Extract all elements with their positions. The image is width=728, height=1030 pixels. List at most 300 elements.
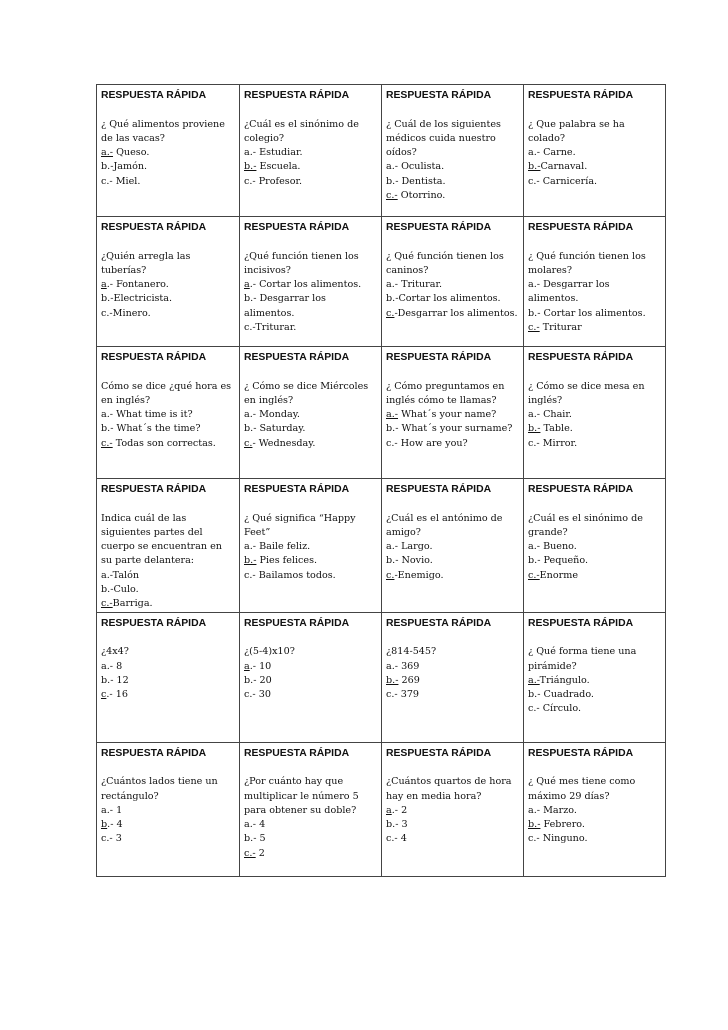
correct-answer-marker: b.- [528,819,541,831]
option-text: Triturar. [255,322,297,334]
option-text: Culo. [113,584,139,596]
quiz-card [382,85,524,217]
spacer [386,235,520,249]
answer-option [101,307,236,321]
option-letter: b.- [386,175,399,187]
option-letter: a.- [528,147,541,159]
option-text: Profesor. [255,175,303,187]
option-text: Ninguno. [539,833,588,845]
card-header: RESPUESTA RÁPIDA [244,352,350,363]
option-letter: b.- [244,833,257,845]
quiz-card [524,85,666,217]
option-letter: a.- [528,541,541,553]
option-text: 379 [397,689,420,701]
spacer [386,365,520,379]
quiz-card [97,612,240,742]
quiz-card [382,479,524,613]
spacer [528,103,662,117]
option-text: 4 [256,819,266,831]
spacer [101,235,236,249]
question-text: ¿ Qué función tienen los caninos? [386,250,504,276]
card-header: RESPUESTA RÁPIDA [528,352,634,363]
quiz-card [240,479,382,613]
option-text: .- 16 [106,689,128,701]
card-header: RESPUESTA RÁPIDA [386,484,492,495]
answer-option [101,278,236,292]
question-text: ¿ Cómo se dice mesa en inglés? [528,380,645,406]
option-letter: a.- [101,660,114,672]
option-text: Cortar los alimentos. [398,293,501,305]
quiz-card [382,612,524,742]
answer-option [386,688,520,702]
quiz-card [524,742,666,876]
spacer [386,631,520,645]
option-text: Saturday. [256,423,306,435]
answer-option [386,660,520,674]
question-text: ¿Cuál es el sinónimo de colegio? [244,118,359,144]
question-text: ¿ Qué mes tiene como máximo 29 días? [528,776,636,802]
option-letter: b.- [386,555,399,567]
quiz-card [240,85,382,217]
option-text: Triturar [539,322,582,334]
quiz-card [240,612,382,742]
correct-answer-marker: a [386,804,392,816]
quiz-card [382,347,524,479]
option-letter: a.- [244,409,257,421]
answer-option [386,540,520,554]
option-text: Círculo. [539,703,581,715]
spacer [244,103,378,117]
option-text: Oculista. [398,161,445,173]
quiz-card [97,85,240,217]
correct-answer-marker: c.- [244,847,256,859]
answer-option [244,292,378,321]
correct-answer-marker: b.- [244,555,257,567]
answer-option [528,554,662,568]
answer-option [528,702,662,716]
spacer [101,365,236,379]
spacer [528,365,662,379]
option-text: Bailamos todos. [255,569,336,581]
option-letter: c.- [244,569,256,581]
answer-option [244,160,378,174]
question-text: ¿Por cuánto hay que multiplicar le número 5 para obtener su doble? [244,776,359,816]
option-letter: b.- [244,293,257,305]
answer-option [101,832,236,846]
spacer [528,631,662,645]
correct-answer-marker: c. [386,569,395,581]
answer-option [386,804,520,818]
answer-option [101,408,236,422]
option-text: Febrero. [540,819,585,831]
card-header: RESPUESTA RÁPIDA [528,484,634,495]
question-text: ¿Quién arregla las tuberías? [101,250,191,276]
question-text: ¿ Qué alimentos proviene de las vacas? [101,118,225,144]
card-header: RESPUESTA RÁPIDA [528,617,634,629]
option-text: - Wednesday. [252,437,316,449]
quiz-card [524,612,666,742]
option-text: Novio. [398,555,433,567]
spacer [244,235,378,249]
quiz-card [240,347,382,479]
quiz-card [524,217,666,347]
answer-option [386,307,520,321]
option-text: Estudiar. [256,147,303,159]
option-letter: a.- [101,804,114,816]
quiz-table [96,84,666,877]
option-letter: c.- [386,833,398,845]
option-text: What´s your surname? [398,423,513,435]
answer-option [528,307,662,321]
option-letter: a.- [244,541,257,553]
spacer [101,631,236,645]
card-header: RESPUESTA RÁPIDA [386,617,492,629]
answer-option [528,146,662,160]
quiz-row [97,347,666,479]
option-text: Table. [540,423,573,435]
question-text: ¿ Qué significa “Happy Feet” [244,512,356,538]
option-text: Largo. [398,541,433,553]
option-letter: c.- [386,689,398,701]
answer-option [244,278,378,292]
answer-option [386,278,520,292]
option-letter: a.- [528,279,541,291]
option-letter: b.- [244,674,257,686]
option-letter: b.- [386,819,399,831]
spacer [244,631,378,645]
question-text: ¿(5-4)x10? [244,646,295,658]
option-letter: a.- [244,819,257,831]
answer-option [244,146,378,160]
quiz-card [240,217,382,347]
answer-option [528,832,662,846]
answer-option [386,569,520,583]
option-text: 4 [397,833,407,845]
quiz-card [97,742,240,876]
option-text: Pequeño. [540,555,589,567]
spacer [101,497,236,511]
correct-answer-marker: b.- [244,161,257,173]
question-text: ¿ Cuál de los siguientes médicos cuida nuestro oídos? [386,118,501,159]
answer-option [386,437,520,451]
quiz-row [97,217,666,347]
option-letter: a.- [386,279,399,291]
answer-option [244,437,378,451]
correct-answer-marker: c.- [528,322,540,334]
option-text: .- Fontanero. [106,279,169,291]
option-letter: b.- [101,293,114,305]
option-text: Todas son correctas. [112,437,216,449]
correct-answer-marker: c.- [386,190,398,202]
answer-option [101,569,236,583]
option-text: Talón [112,569,140,581]
card-header: RESPUESTA RÁPIDA [244,747,350,759]
answer-option [101,292,236,306]
answer-option [386,160,520,174]
correct-answer-marker: c. [244,437,253,449]
correct-answer-marker: a [244,279,250,291]
answer-option [528,422,662,436]
quiz-card [524,347,666,479]
answer-option [101,175,236,189]
option-letter: c.- [101,175,113,187]
quiz-row [97,85,666,217]
correct-answer-marker: c.- [101,598,113,610]
correct-answer-marker: a.- [386,409,399,421]
answer-option [528,175,662,189]
answer-option [244,688,378,702]
answer-option [528,804,662,818]
option-text: .- 4 [107,819,123,831]
option-letter: c.- [244,175,256,187]
option-text: Pies felices. [256,555,318,567]
answer-option [244,554,378,568]
option-text: Mirror. [539,437,578,449]
spacer [244,761,378,775]
answer-option [386,408,520,422]
quiz-card-sheet [96,84,646,877]
question-text: ¿ Cómo preguntamos en inglés cómo te llamas? [386,380,505,406]
option-letter: b.- [386,293,399,305]
quiz-card [524,479,666,613]
question-text: ¿Cuál es el sinónimo de grande? [528,512,643,538]
option-text: Queso. [113,147,150,159]
answer-option [101,597,236,611]
option-text: What´s your name? [398,409,497,421]
card-header: RESPUESTA RÁPIDA [101,617,207,629]
answer-option [528,818,662,832]
option-text: 20 [256,674,272,686]
spacer [528,497,662,511]
option-letter: a.- [528,409,541,421]
card-header: RESPUESTA RÁPIDA [386,90,492,101]
option-letter: a.- [244,147,257,159]
card-header: RESPUESTA RÁPIDA [244,617,350,629]
card-header: RESPUESTA RÁPIDA [101,222,207,233]
option-text: Dentista. [398,175,446,187]
option-letter: c.- [244,322,256,334]
correct-answer-marker: c.- [528,569,540,581]
question-text: ¿ Qué función tienen los molares? [528,250,646,276]
option-text: Triturar. [398,279,443,291]
answer-option [528,278,662,307]
card-header: RESPUESTA RÁPIDA [101,747,207,759]
option-letter: c.- [528,703,540,715]
option-letter: a.- [386,161,399,173]
spacer [244,365,378,379]
answer-option [244,422,378,436]
answer-option [528,408,662,422]
answer-option [386,818,520,832]
spacer [244,497,378,511]
answer-option [244,832,378,846]
question-text: ¿ Que palabra se ha colado? [528,118,625,144]
answer-option [528,569,662,583]
spacer [528,235,662,249]
card-header: RESPUESTA RÁPIDA [101,352,207,363]
question-text: Cómo se dice ¿qué hora es en inglés? [101,380,232,406]
option-text: Jamón. [113,161,148,173]
option-letter: a.- [101,569,113,581]
option-text: Marzo. [540,804,577,816]
answer-option [244,569,378,583]
correct-answer-marker: c [101,689,107,701]
option-text: Desgarrar los alimentos. [528,279,610,305]
option-letter: b.- [386,423,399,435]
correct-answer-marker: a [244,660,250,672]
option-text: 30 [255,689,271,701]
quiz-row [97,612,666,742]
correct-answer-marker: b.- [528,161,541,173]
option-text: Cuadrado. [540,689,594,701]
answer-option [528,674,662,688]
answer-option [386,175,520,189]
option-text: How are you? [397,437,468,449]
question-text: Indica cuál de las siguientes partes del cuerpo se encuentran en su parte delantera: [101,512,222,567]
option-letter: c.- [101,833,113,845]
option-text: What time is it? [113,409,193,421]
option-text: Miel. [112,175,141,187]
option-letter: c.- [101,307,113,319]
correct-answer-marker: b.- [528,423,541,435]
answer-option [386,189,520,203]
card-header: RESPUESTA RÁPIDA [528,747,634,759]
option-text: Carnaval. [540,161,588,173]
quiz-row [97,479,666,613]
option-text: .- 10 [249,660,272,672]
option-letter: b.- [101,674,114,686]
option-text: -Desgarrar los alimentos. [394,307,518,319]
question-text: ¿Cuál es el antónimo de amigo? [386,512,503,538]
spacer [386,103,520,117]
option-text: 3 [398,819,408,831]
option-letter: b.- [528,555,541,567]
answer-option [244,540,378,554]
option-letter: a.- [101,409,114,421]
option-text: Carnicería. [539,175,598,187]
answer-option [101,674,236,688]
option-text: 2 [255,847,265,859]
correct-answer-marker: c. [386,307,395,319]
answer-option [528,688,662,702]
answer-option [528,540,662,554]
card-header: RESPUESTA RÁPIDA [244,222,350,233]
correct-answer-marker: a [101,279,107,291]
option-letter: b.- [528,307,541,319]
option-text: 5 [256,833,266,845]
answer-option [244,818,378,832]
card-header: RESPUESTA RÁPIDA [386,352,492,363]
option-text: Minero. [112,307,151,319]
answer-option [244,660,378,674]
card-header: RESPUESTA RÁPIDA [386,747,492,759]
card-header: RESPUESTA RÁPIDA [528,222,634,233]
answer-option [528,160,662,174]
answer-option [386,674,520,688]
option-text: .- 2 [391,804,408,816]
correct-answer-marker: b.- [386,674,399,686]
option-letter: a.- [528,804,541,816]
spacer [528,761,662,775]
answer-option [244,674,378,688]
option-text: Desgarrar los alimentos. [244,293,326,319]
quiz-card [382,217,524,347]
spacer [386,761,520,775]
answer-option [244,847,378,861]
option-text: Otorrino. [397,190,446,202]
option-text: Escuela. [256,161,301,173]
option-letter: a.- [386,541,399,553]
option-text: Electricista. [113,293,173,305]
option-text: Enorme [539,569,578,581]
question-text: ¿ Qué forma tiene una pirámide? [528,646,637,672]
correct-answer-marker: b [101,819,108,831]
spacer [386,497,520,511]
question-text: ¿Qué función tienen los incisivos? [244,250,359,276]
card-header: RESPUESTA RÁPIDA [101,484,207,495]
option-letter: b.- [101,584,114,596]
card-header: RESPUESTA RÁPIDA [528,90,634,101]
answer-option [386,832,520,846]
card-header: RESPUESTA RÁPIDA [244,90,350,101]
answer-option [101,660,236,674]
option-text: Carne. [540,147,576,159]
answer-option [101,437,236,451]
option-letter: c.- [528,175,540,187]
spacer [101,761,236,775]
option-text: 269 [398,674,420,686]
answer-option [101,688,236,702]
option-text: Bueno. [540,541,577,553]
answer-option [244,321,378,335]
option-letter: c.- [244,689,256,701]
answer-option [528,321,662,335]
option-text: What´s the time? [113,423,201,435]
option-text: 12 [113,674,129,686]
card-header: RESPUESTA RÁPIDA [244,484,350,495]
answer-option [101,818,236,832]
option-text: Chair. [540,409,572,421]
answer-option [244,175,378,189]
question-text: ¿814-545? [386,646,437,658]
answer-option [244,408,378,422]
option-text: Barriga. [112,598,153,610]
option-text: 8 [113,660,123,672]
answer-option [386,292,520,306]
answer-option [101,160,236,174]
card-header: RESPUESTA RÁPIDA [101,90,207,101]
option-text: -Enemigo. [394,569,444,581]
option-text: 3 [112,833,122,845]
option-text: Monday. [256,409,300,421]
correct-answer-marker: c.- [101,437,113,449]
question-text: ¿Cuántos lados tiene un rectángulo? [101,776,218,802]
option-text: Triángulo. [539,674,590,686]
answer-option [386,554,520,568]
card-header: RESPUESTA RÁPIDA [386,222,492,233]
answer-option [101,804,236,818]
option-text: 1 [113,804,123,816]
spacer [101,103,236,117]
answer-option [528,437,662,451]
option-letter: b.- [101,423,114,435]
quiz-card [97,479,240,613]
answer-option [386,422,520,436]
option-letter: b.- [244,423,257,435]
option-letter: c.- [528,437,540,449]
quiz-card [382,742,524,876]
option-letter: a.- [386,660,399,672]
